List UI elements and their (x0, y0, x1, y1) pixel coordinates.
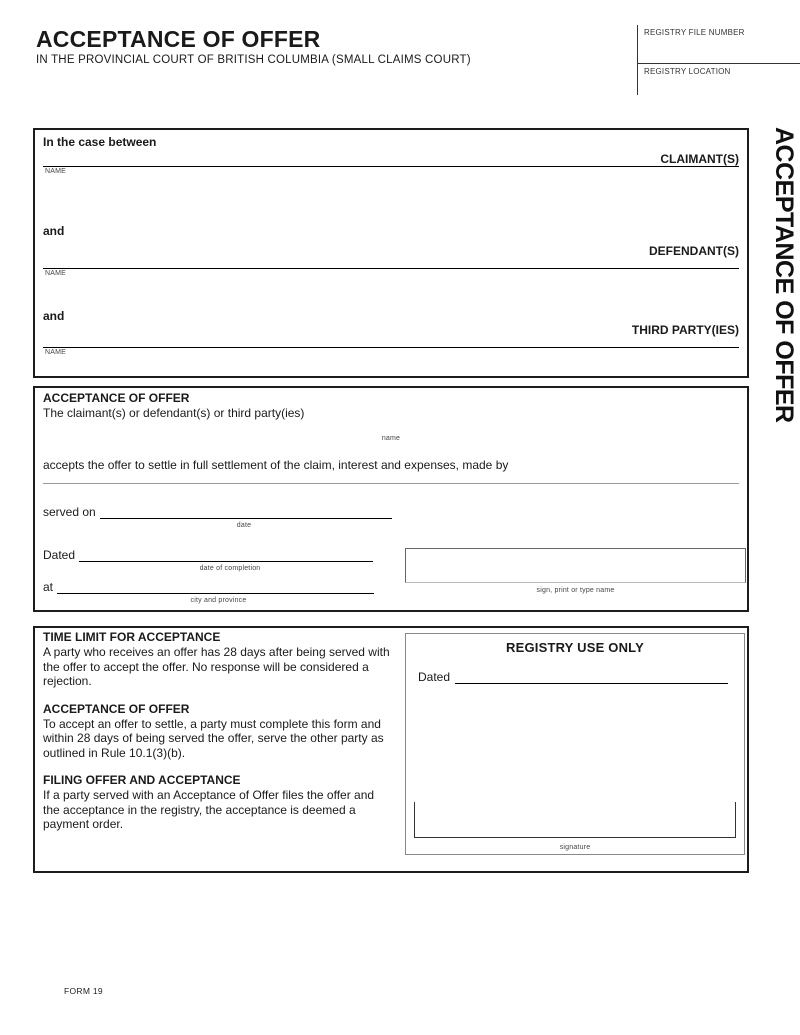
defendant-name-hint: NAME (45, 270, 67, 277)
and-label-2: and (43, 309, 65, 323)
acceptance-box (33, 386, 749, 612)
acceptance-line1: The claimant(s) or defendant(s) or third party(ies) (43, 406, 305, 420)
filing-body: If a party served with an Acceptance of Offer files the offer and the acceptance in the registry, the acceptance is deemed a payment order. (43, 788, 375, 831)
defendant-role-label: DEFENDANT(S) (649, 244, 739, 258)
registry-dated-row (418, 670, 728, 684)
claimant-name-hint: NAME (45, 168, 67, 175)
filing-heading: FILING OFFER AND ACCEPTANCE (43, 773, 241, 787)
registry-location-label: REGISTRY LOCATION (644, 67, 731, 76)
registry-dated-field[interactable] (455, 670, 728, 684)
third-party-name-hint: NAME (45, 349, 67, 356)
at-row (43, 580, 374, 594)
case-between-label: In the case between (43, 135, 157, 149)
served-on-date-field[interactable] (100, 505, 392, 519)
registry-use-only-box (405, 633, 745, 855)
acceptance-instr-heading: ACCEPTANCE OF OFFER (43, 701, 190, 716)
defendant-name-field[interactable] (43, 268, 739, 269)
page-subtitle: IN THE PROVINCIAL COURT OF BRITISH COLUMBIA (SMALL CLAIMS COURT) (36, 54, 471, 66)
third-party-role-label: THIRD PARTY(IES) (631, 323, 739, 337)
page-title: ACCEPTANCE OF OFFER (36, 26, 321, 52)
form-number: FORM 19 (64, 986, 103, 996)
party-signature-field[interactable] (405, 548, 746, 583)
third-party-name-field[interactable] (43, 347, 739, 348)
time-limit-heading: TIME LIMIT FOR ACCEPTANCE (43, 630, 221, 644)
acceptance-line2: accepts the offer to settle in full settlement of the claim, interest and expenses, made by (43, 458, 509, 472)
party-signature-hint: sign, print or type name (536, 587, 615, 594)
time-limit-body: A party who receives an offer has 28 days after being served with the offer to accept the offer. No response will be considered a rejection. (43, 645, 390, 688)
registry-file-number-label: REGISTRY FILE NUMBER (644, 28, 745, 37)
instruction-section-acceptance (43, 702, 399, 761)
acceptance-heading: ACCEPTANCE OF OFFER (43, 391, 190, 405)
acceptance-instr-body: To accept an offer to settle, a party must complete this form and within 28 days of being served the offer, serve the other party as outlined in Rule 10.1(3)(b). (43, 716, 384, 760)
instruction-section-time-limit (43, 630, 399, 689)
registry-signature-hint: signature (559, 844, 591, 851)
registry-signature-field[interactable] (414, 802, 736, 838)
served-on-date-hint: date (236, 522, 252, 529)
made-by-field[interactable] (43, 483, 739, 484)
dated-label: Dated (43, 548, 76, 562)
and-label-1: and (43, 224, 65, 238)
acceptor-name-hint: name (381, 435, 401, 442)
city-province-field[interactable] (57, 580, 374, 594)
registry-location-field[interactable] (638, 64, 800, 95)
registry-file-number-field[interactable] (638, 25, 800, 64)
claimant-name-field[interactable] (43, 166, 739, 167)
instruction-section-filing (43, 773, 399, 832)
city-province-hint: city and province (190, 597, 247, 604)
claimant-role-label: CLAIMANT(S) (660, 152, 739, 166)
side-banner-title: ACCEPTANCE OF OFFER (770, 127, 798, 423)
instructions-column (43, 630, 399, 845)
instructions-box (33, 626, 749, 873)
dated-field[interactable] (79, 548, 373, 562)
date-of-completion-hint: date of completion (199, 565, 261, 572)
registry-header-box (637, 25, 800, 95)
at-label: at (43, 580, 54, 594)
registry-use-only-heading: REGISTRY USE ONLY (505, 640, 644, 655)
served-on-row (43, 505, 392, 519)
registry-dated-label: Dated (418, 670, 451, 684)
dated-row (43, 548, 373, 562)
served-on-label: served on (43, 505, 96, 519)
parties-box (33, 128, 749, 378)
